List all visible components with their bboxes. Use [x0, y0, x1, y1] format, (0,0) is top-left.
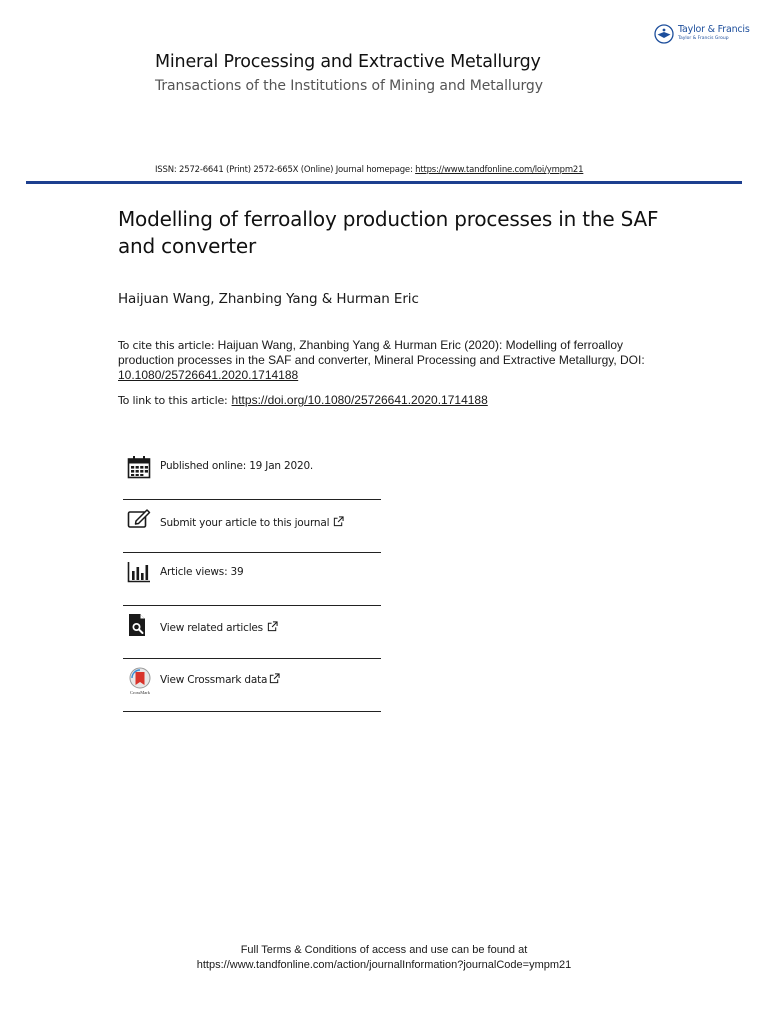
issn-line	[155, 165, 583, 175]
external-link-icon	[269, 673, 280, 684]
citation-doi-link[interactable]: 10.1080/25726641.2020.1714188	[118, 368, 299, 382]
citation-label: To cite this article:	[118, 339, 215, 352]
related-articles-link[interactable]	[160, 621, 278, 634]
citation-text: Haijuan Wang, Zhanbing Yang & Hurman Eric (2020): Modelling of ferroalloy production processes in the SAF and converter, Mineral Processing and Extractive Metallurgy, DOI:	[118, 338, 645, 367]
journal-subtitle: Transactions of the Institutions of Mining and Metallurgy	[155, 78, 543, 94]
related-articles-row[interactable]	[123, 606, 381, 659]
crossmark-badge-text: CrossMark	[130, 690, 150, 695]
document-search-icon	[127, 613, 151, 637]
published-row	[123, 446, 381, 499]
divider	[123, 711, 381, 712]
article-views-row	[123, 553, 381, 606]
footer-terms-text: Full Terms & Conditions of access and use can be found at	[240, 944, 528, 956]
calendar-icon	[127, 455, 151, 479]
footer	[0, 943, 768, 973]
bar-chart-icon	[127, 560, 151, 584]
submit-article-row[interactable]	[123, 500, 381, 553]
submit-article-label: Submit your article to this journal	[160, 517, 330, 529]
external-link-icon	[267, 621, 278, 632]
crossmark-label: View Crossmark data	[160, 674, 268, 686]
related-articles-label: View related articles	[160, 622, 263, 634]
submit-article-link[interactable]	[160, 516, 344, 529]
article-views: Article views: 39	[160, 566, 244, 578]
taylor-francis-logo-icon	[654, 24, 674, 44]
publisher-logo	[654, 22, 749, 48]
article-authors: Haijuan Wang, Zhanbing Yang & Hurman Eric	[118, 291, 419, 307]
header-rule	[26, 181, 742, 184]
crossmark-icon	[127, 667, 153, 695]
journal-title: Mineral Processing and Extractive Metallurgy	[155, 52, 541, 72]
crossmark-row[interactable]	[123, 659, 381, 712]
publisher-group: Taylor & Francis Group	[678, 36, 729, 41]
crossmark-link[interactable]	[160, 673, 280, 686]
edit-icon	[127, 507, 151, 531]
link-label: To link to this article:	[118, 394, 228, 407]
journal-homepage-link[interactable]: https://www.tandfonline.com/loi/ympm21	[415, 165, 584, 175]
published-date: Published online: 19 Jan 2020.	[160, 460, 314, 472]
article-doi-link[interactable]: https://doi.org/10.1080/25726641.2020.1714188	[231, 393, 488, 407]
article-link-block	[118, 393, 488, 407]
article-title: Modelling of ferroalloy production processes in the SAF and converter	[118, 207, 659, 258]
external-link-icon	[333, 516, 344, 527]
footer-terms-url[interactable]: https://www.tandfonline.com/action/journalInformation?journalCode=ympm21	[196, 959, 572, 971]
issn-text: ISSN: 2572-6641 (Print) 2572-665X (Online) Journal homepage:	[155, 165, 416, 175]
publisher-name: Taylor & Francis	[678, 24, 750, 35]
citation-block	[118, 338, 678, 383]
